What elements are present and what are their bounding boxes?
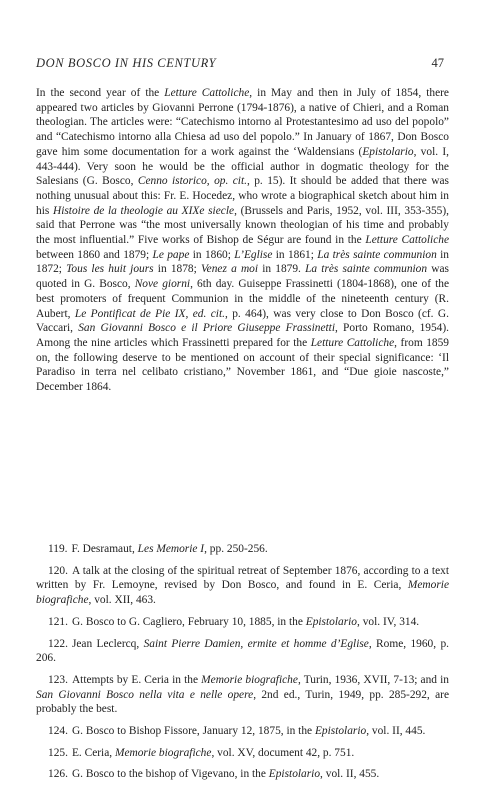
- text-run: , p. 15). It should be added that there was nothing unusual about this: Fr. E. Hocedez, who wrote a biographical sketch about him in his: [36, 175, 449, 217]
- italic-title-text: Saint Pierre Damien, ermite et homme d’Eglise: [143, 637, 369, 650]
- text-run: F. Desramaut,: [71, 543, 138, 555]
- endnote: [36, 637, 449, 666]
- italic-title-text: Tous les huit jours: [66, 263, 154, 276]
- text-run: Jean Leclercq,: [71, 637, 144, 650]
- text-run: in 1872;: [36, 248, 449, 276]
- text-run: E. Ceria,: [71, 746, 115, 759]
- text-run: was quoted in G. Bosco,: [36, 263, 449, 291]
- italic-title-text: Letture Cattoliche: [164, 87, 250, 99]
- endnote-number: 122.: [48, 637, 68, 650]
- text-run: , from 1859 on, the following deserve to be mentioned on account of their special significance: ‘Il Paradiso in terra nel celibato cristiano,” November 1861, and “Due gioie nascoste,” December 1864.: [36, 336, 449, 394]
- endnote: [36, 746, 449, 761]
- italic-title-text: Nove giorni: [134, 278, 191, 291]
- endnote-number: 121.: [48, 615, 68, 628]
- text-run: Attempts by E. Ceria in the: [71, 673, 202, 686]
- text-run: G. Bosco to G. Cagliero, February 10, 1885, in the: [71, 615, 306, 628]
- endnote: [36, 542, 449, 557]
- text-run: , in May and then in July of 1854, there appeared two articles by Giovanni Perrone (1794-1876), a native of Chieri, and a Roman theologian. The articles were: “Catechismo intorno al Protestantesimo ad uso del popolo” and “Catechismo intorno alla Chiesa ad uso del popolo.” In January of 1867, Don Bosco gave him some documentation for a work against the ‘Waldensians (: [36, 87, 449, 158]
- endnote: [36, 673, 449, 717]
- text-run: between 1860 and 1879;: [36, 248, 153, 261]
- text-run: G. Bosco to Bishop Fissore, January 12, 1875, in the: [71, 725, 315, 738]
- endnote: [36, 564, 449, 608]
- text-run: , 2nd ed., Turin, 1949, pp. 285-292, are probably the best.: [36, 688, 449, 716]
- italic-title-text: Epistolario: [268, 768, 321, 781]
- text-run: , vol. XV, document 42, p. 751.: [211, 746, 355, 759]
- italic-title-text: Les Memorie I: [137, 543, 205, 555]
- endnote: [36, 767, 449, 782]
- endnote: [36, 615, 449, 630]
- endnote-number: 120.: [48, 564, 68, 577]
- text-run: , vol. II, 445.: [366, 725, 426, 738]
- text-run: , vol. IV, 314.: [357, 615, 420, 628]
- italic-title-text: San Giovanni Bosco nella vita e nelle opere: [36, 688, 254, 701]
- italic-title-text: La très sainte communion: [305, 263, 428, 276]
- italic-title-text: Cenno istorico, op. cit.: [137, 175, 247, 188]
- italic-title-text: Letture Cattoliche: [310, 336, 395, 349]
- italic-title-text: Memorie biografiche: [36, 579, 449, 607]
- text-run: , p. 464), was very close to Don Bosco (cf. G. Vaccari,: [36, 307, 450, 335]
- page-number: 47: [431, 56, 444, 70]
- italic-title-text: Histoire de la theologie au XIXe siecle: [52, 204, 235, 217]
- italic-title-text: Epistolario: [314, 725, 367, 738]
- text-run: , vol. I, 443-444). Very soon he would be the official author in dogmatic theology for the Salesians (G. Bosco,: [36, 145, 449, 188]
- endnote-number: 126.: [48, 768, 68, 781]
- italic-title-text: Memorie biografiche: [201, 673, 298, 686]
- text-run: , pp. 250-256.: [204, 543, 268, 555]
- italic-title-text: Memorie biografiche: [114, 746, 212, 759]
- endnote-number: 119.: [48, 543, 68, 555]
- endnotes-list: [36, 542, 449, 789]
- text-run: in 1860;: [189, 248, 235, 261]
- text-run: In the second year of the: [36, 87, 165, 99]
- text-run: , Porto Romano, 1954). Among the nine articles which Frassinetti prepared for the: [36, 322, 449, 349]
- italic-title-text: Le Pontificat de Pie IX, ed. cit.: [74, 307, 225, 320]
- italic-title-text: Letture Cattoliche: [365, 234, 449, 247]
- body-paragraph: [36, 86, 449, 395]
- text-run: , 6th day. Guiseppe Frassinetti (1804-1868), one of the best promoters of frequent Communion in the middle of the nineteenth century (R. Aubert,: [36, 278, 450, 320]
- text-run: , Rome, 1960, p. 206.: [36, 637, 449, 665]
- text-run: , vol. XII, 463.: [88, 594, 156, 607]
- running-head: DON BOSCO IN HIS CENTURY: [36, 56, 217, 70]
- italic-title-text: L’Eglise: [234, 248, 273, 261]
- text-run: in 1879.: [258, 263, 306, 276]
- text-run: , vol. II, 455.: [320, 768, 380, 781]
- text-run: G. Bosco to the bishop of Vigevano, in the: [71, 768, 269, 781]
- italic-title-text: Epistolario: [362, 145, 414, 158]
- endnote-number: 123.: [48, 673, 68, 686]
- italic-title-text: Le pape: [152, 248, 190, 261]
- endnote-number: 124.: [48, 725, 68, 738]
- italic-title-text: La très sainte communion: [317, 248, 437, 261]
- italic-title-text: San Giovanni Bosco e il Priore Giuseppe Frassinetti: [78, 322, 335, 335]
- text-run: in 1861;: [272, 248, 318, 261]
- endnote-number: 125.: [48, 746, 68, 759]
- text-run: , (Brussels and Paris, 1952, vol. III, 353-355), said that Perrone was “the most universally known theologian of his time and probably the most influential.” Five works of Bishop de Ségur are found in the: [36, 204, 450, 247]
- text-run: A talk at the closing of the spiritual retreat of September 1876, according to a text written by Fr. Lemoyne, revised by Don Bosco, and found in E. Ceria,: [36, 564, 449, 592]
- italic-title-text: Epistolario: [305, 615, 357, 628]
- text-run: in 1878;: [153, 263, 201, 276]
- text-run: , Turin, 1936, XVII, 7-13; and in: [297, 673, 449, 686]
- italic-title-text: Venez a moi: [200, 263, 259, 276]
